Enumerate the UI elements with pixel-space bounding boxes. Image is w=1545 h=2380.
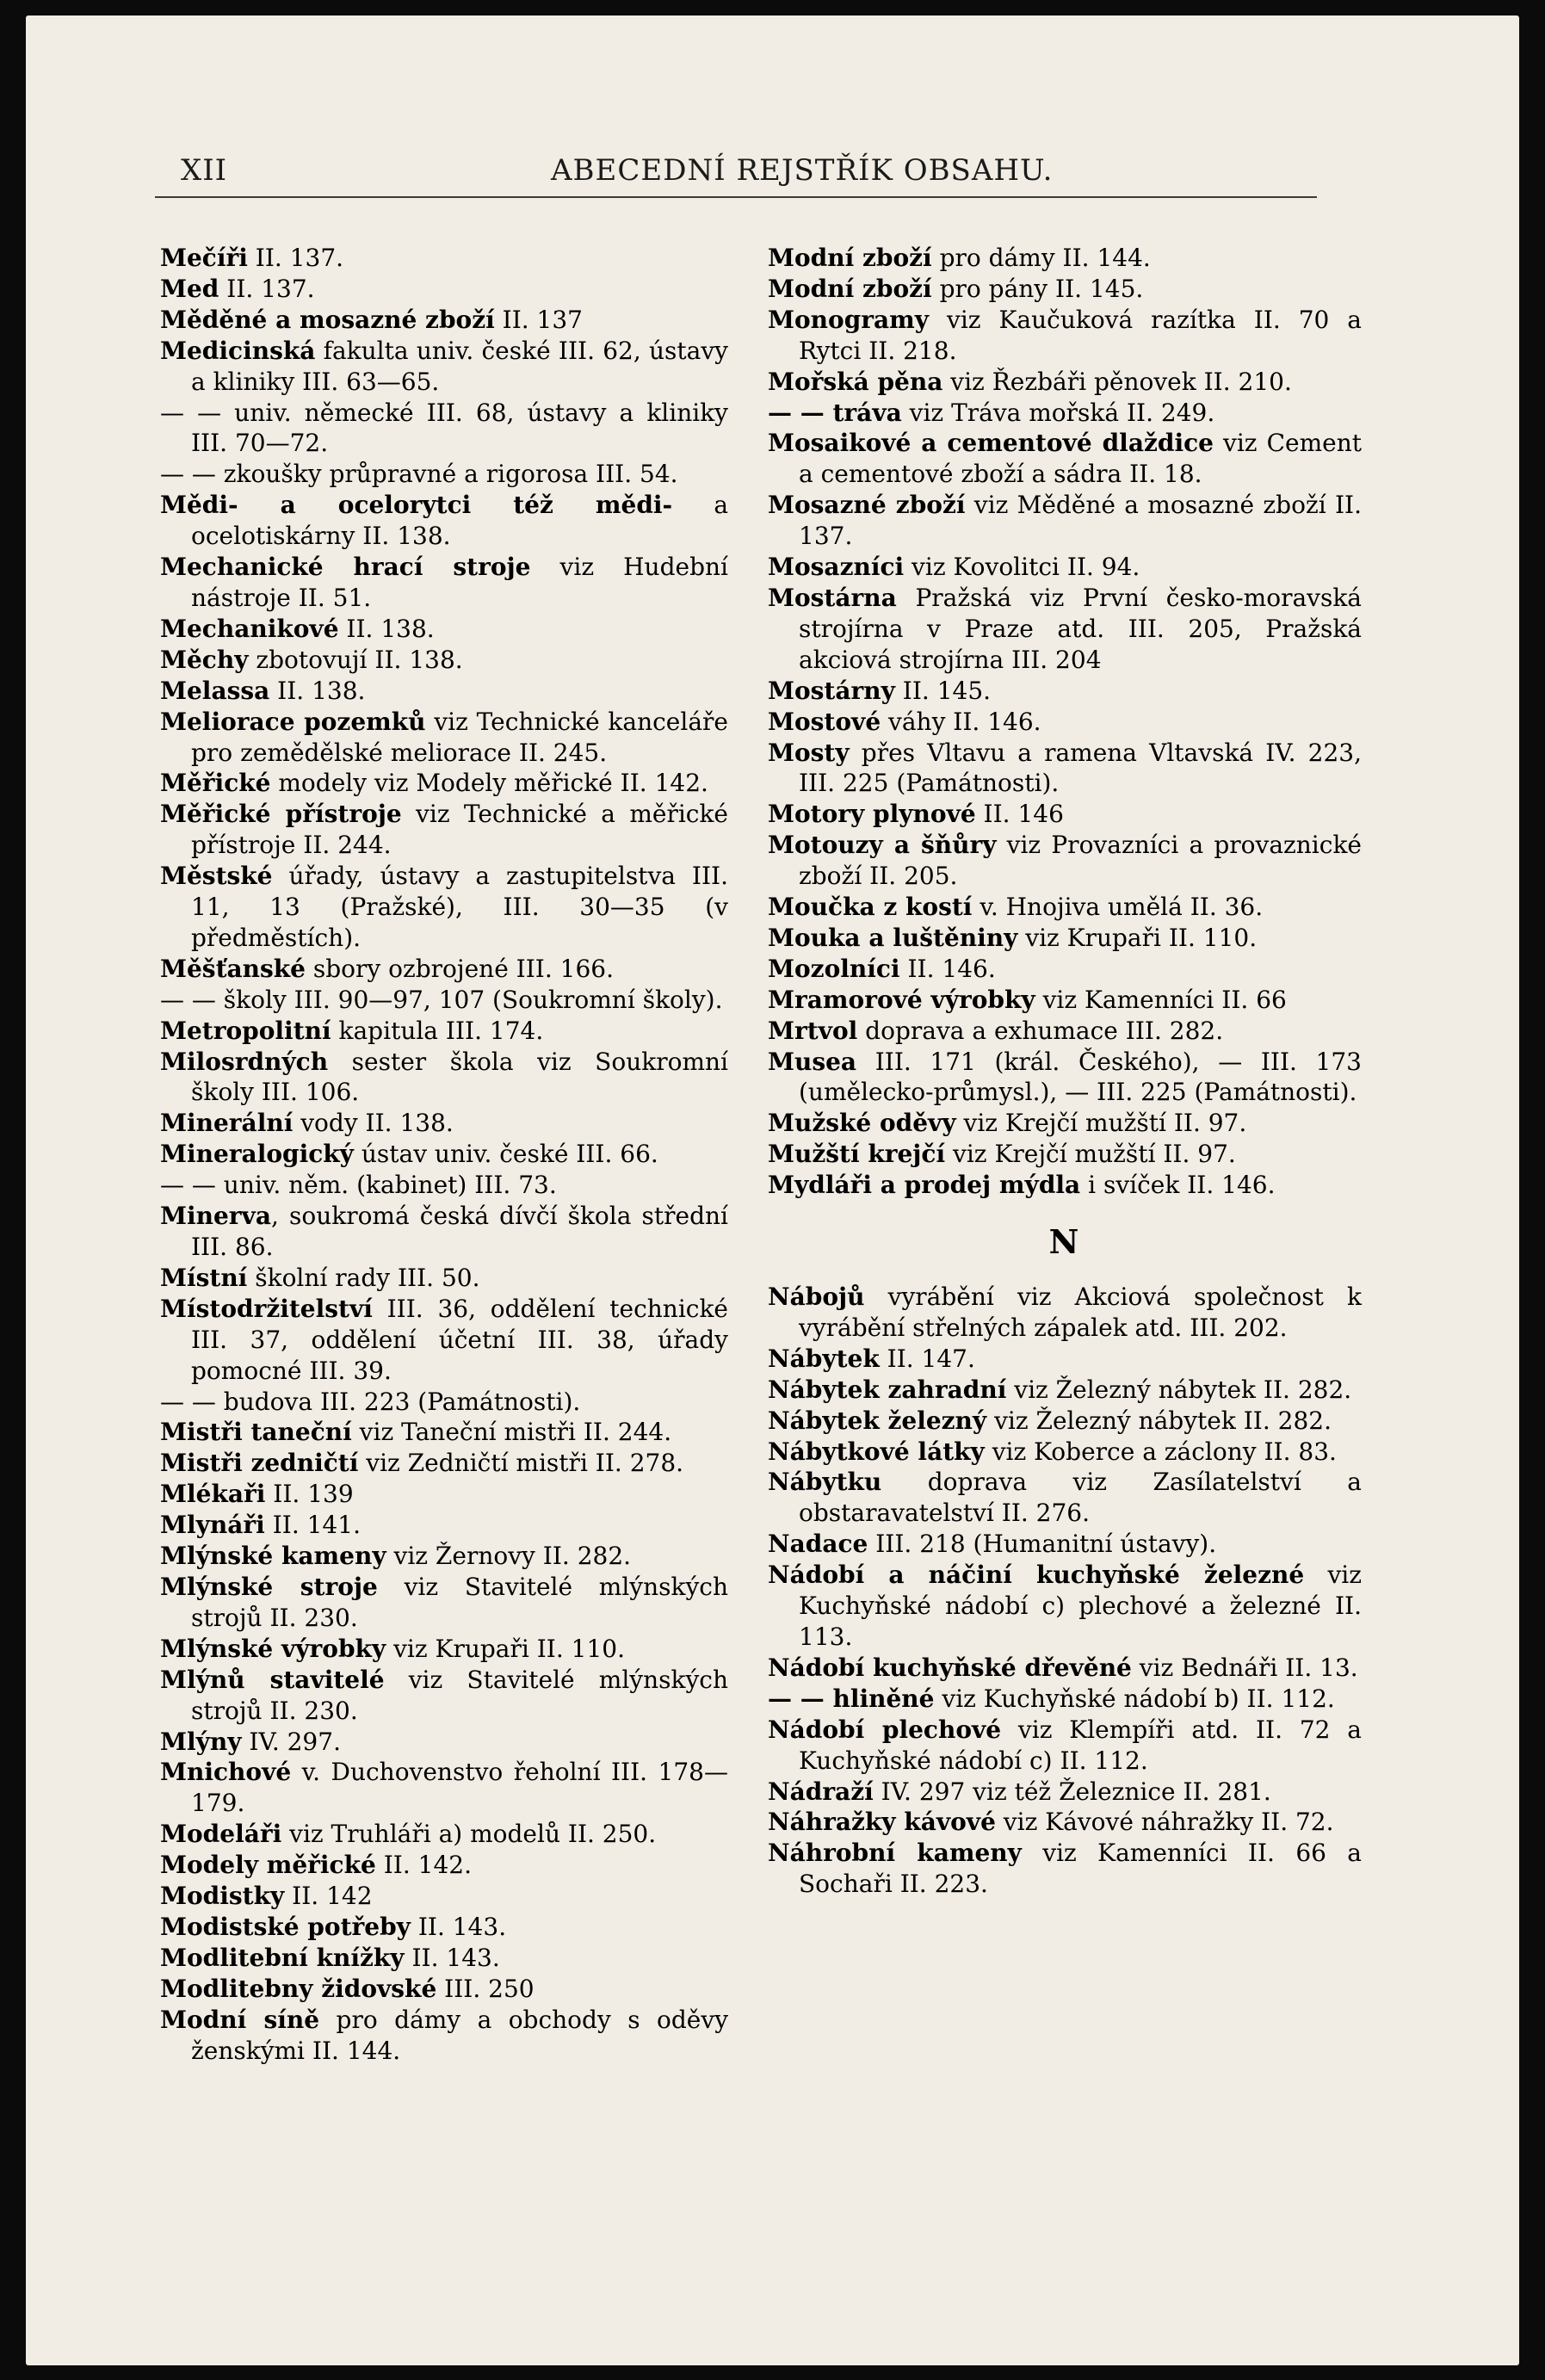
entry-reference: zbotovují II. 138. bbox=[248, 645, 463, 674]
index-entry bbox=[160, 768, 728, 799]
entry-reference: viz Bednáři II. 13. bbox=[1131, 1653, 1358, 1682]
entry-reference: viz Kamenníci II. 66 bbox=[1035, 985, 1287, 1014]
index-entry bbox=[160, 1974, 728, 2005]
entry-heading: Měřické bbox=[160, 769, 271, 798]
entry-heading: Mořská pěna bbox=[768, 367, 943, 396]
index-entry bbox=[160, 1201, 728, 1263]
index-entry bbox=[768, 1406, 1362, 1437]
entry-reference: sbory ozbrojené III. 166. bbox=[305, 954, 614, 983]
entry-heading: Mechanikové bbox=[160, 614, 339, 643]
index-entry bbox=[768, 1344, 1362, 1375]
entry-reference: viz Truhláři a) modelů II. 250. bbox=[281, 1820, 657, 1849]
entry-heading: Modistky bbox=[160, 1882, 285, 1911]
index-entry bbox=[160, 1417, 728, 1448]
entry-heading: Městské bbox=[160, 862, 273, 891]
entry-heading: Mlynáři bbox=[160, 1511, 265, 1540]
entry-heading: Mozolníci bbox=[768, 954, 900, 983]
index-entry bbox=[768, 305, 1362, 367]
index-entry bbox=[160, 490, 728, 552]
index-entry bbox=[768, 1375, 1362, 1406]
entry-reference: viz Kaučuková razítka II. 70 a Rytci II. 218. bbox=[799, 305, 1362, 365]
entry-reference: fakulta univ. české III. 62, ústavy a kliniky III. 63—65. bbox=[191, 336, 728, 396]
index-entry bbox=[160, 1757, 728, 1819]
entry-reference: viz Řezbáři pěnovek II. 210. bbox=[942, 367, 1292, 396]
entry-heading: Měděné a mosazné zboží bbox=[160, 305, 495, 334]
entry-reference: ústav univ. české III. 66. bbox=[353, 1140, 658, 1169]
index-entry bbox=[160, 552, 728, 614]
index-entry bbox=[160, 398, 728, 460]
index-entry bbox=[160, 1448, 728, 1479]
index-entry bbox=[160, 954, 728, 985]
index-entry bbox=[768, 923, 1362, 954]
index-entry bbox=[160, 1881, 728, 1912]
entry-reference: viz Zedničtí mistři II. 278. bbox=[358, 1449, 684, 1478]
entry-heading: Mlýnské kameny bbox=[160, 1542, 386, 1571]
entry-heading: Mouka a luštěniny bbox=[768, 923, 1018, 952]
entry-reference: viz Žernovy II. 282. bbox=[386, 1542, 632, 1571]
entry-heading: Měchy bbox=[160, 645, 249, 674]
entry-reference: III. 218 (Humanitní ústavy). bbox=[868, 1530, 1217, 1559]
entry-reference: Pražská viz První česko-moravská strojírna v Praze atd. III. 205, Pražská akciová strojírna III. 204 bbox=[799, 583, 1362, 674]
entry-reference: přes Vltavu a ramena Vltavská IV. 223, III. 225 (Památnosti). bbox=[799, 738, 1362, 798]
entry-reference: viz Kuchyňské nádobí c) plechové a železné II. 113. bbox=[799, 1561, 1362, 1651]
entry-heading: Nádobí a náčiní kuchyňské železné bbox=[768, 1561, 1305, 1590]
index-entry bbox=[160, 645, 728, 676]
index-entry bbox=[160, 1912, 728, 1943]
index-entry bbox=[160, 1047, 728, 1109]
entry-heading: Mužské oděvy bbox=[768, 1109, 956, 1138]
page-title: ABECEDNÍ REJSTŘÍK OBSAHU. bbox=[551, 153, 1054, 188]
entry-heading: Nábojů bbox=[768, 1283, 865, 1311]
entry-reference: viz Koberce a záclony II. 83. bbox=[984, 1437, 1337, 1466]
entry-heading: Nádobí kuchyňské dřevěné bbox=[768, 1653, 1132, 1682]
entry-heading: Místní bbox=[160, 1263, 248, 1292]
entry-reference: modely viz Modely měřické II. 142. bbox=[270, 769, 708, 798]
entry-heading: Nadace bbox=[768, 1530, 868, 1559]
index-entry bbox=[768, 398, 1362, 429]
entry-heading: Med bbox=[160, 274, 219, 303]
entry-reference: viz Klempíři atd. II. 72 a Kuchyňské nádobí c) II. 112. bbox=[799, 1715, 1362, 1775]
entry-reference: II. 138. bbox=[269, 676, 366, 705]
index-entry bbox=[160, 459, 728, 490]
index-entry bbox=[768, 1108, 1362, 1139]
entry-reference: II. 143. bbox=[404, 1943, 500, 1972]
index-entry bbox=[768, 1047, 1362, 1109]
entry-reference: doprava a exhumace III. 282. bbox=[857, 1016, 1224, 1045]
index-entry bbox=[768, 552, 1362, 583]
entry-heading: Měřické přístroje bbox=[160, 800, 402, 829]
index-entry bbox=[160, 1510, 728, 1541]
entry-heading: Modlitebny židovské bbox=[160, 1974, 437, 2003]
index-entry bbox=[160, 1541, 728, 1572]
entry-reference: viz Kuchyňské nádobí b) II. 112. bbox=[934, 1684, 1335, 1713]
index-entry bbox=[768, 1715, 1362, 1777]
index-entry bbox=[160, 1572, 728, 1634]
entry-reference: — — univ. německé III. 68, ústavy a kliniky III. 70—72. bbox=[160, 398, 728, 458]
entry-heading: Mlékaři bbox=[160, 1480, 266, 1509]
index-entry bbox=[768, 1139, 1362, 1170]
index-entry bbox=[160, 1263, 728, 1294]
entry-heading: Mrtvol bbox=[768, 1016, 858, 1045]
entry-reference: kapitula III. 174. bbox=[331, 1016, 544, 1045]
entry-reference: viz Kovolitci II. 94. bbox=[904, 553, 1140, 582]
index-entry bbox=[768, 1653, 1362, 1684]
index-entry bbox=[160, 243, 728, 274]
index-entry bbox=[768, 367, 1362, 398]
index-entry bbox=[768, 954, 1362, 985]
entry-reference: , soukromá česká dívčí škola střední III. 86. bbox=[191, 1202, 728, 1261]
index-column-left bbox=[160, 243, 728, 2066]
entry-reference: III. 171 (král. Českého), — III. 173 (umělecko-průmysl.), — III. 225 (Památnosti). bbox=[799, 1047, 1362, 1107]
index-entry bbox=[160, 1108, 728, 1139]
entry-reference: viz Hudební nástroje II. 51. bbox=[191, 553, 728, 612]
entry-reference: doprava viz Zasílatelství a obstaravatelství II. 276. bbox=[799, 1468, 1362, 1528]
index-entry bbox=[160, 1139, 728, 1170]
entry-heading: Mlýnské stroje bbox=[160, 1572, 378, 1601]
entry-heading: Meliorace pozemků bbox=[160, 707, 426, 736]
entry-reference: — — budova III. 223 (Památnosti). bbox=[160, 1387, 581, 1416]
index-entry bbox=[160, 336, 728, 398]
index-entry bbox=[160, 799, 728, 861]
entry-heading: Mnichové bbox=[160, 1758, 292, 1787]
entry-heading: Musea bbox=[768, 1047, 857, 1076]
entry-reference: vody II. 138. bbox=[293, 1109, 454, 1138]
entry-reference: II. 142. bbox=[375, 1851, 472, 1880]
entry-reference: IV. 297. bbox=[241, 1727, 341, 1756]
entry-reference: IV. 297 viz též Železnice II. 281. bbox=[873, 1777, 1271, 1806]
entry-heading: Modní síně bbox=[160, 2005, 320, 2034]
entry-heading: Modní zboží bbox=[768, 274, 932, 303]
entry-reference: viz Kamenníci II. 66 a Sochaři II. 223. bbox=[799, 1839, 1363, 1899]
entry-heading: Mosty bbox=[768, 738, 850, 767]
index-entry bbox=[768, 1467, 1362, 1529]
index-entry bbox=[768, 1807, 1362, 1838]
index-entry bbox=[160, 1819, 728, 1850]
entry-reference: vyrábění viz Akciová společnost k vyrábění střelných zápalek atd. III. 202. bbox=[799, 1283, 1362, 1342]
index-entry bbox=[768, 1016, 1362, 1047]
index-entry bbox=[160, 1850, 728, 1881]
entry-heading: Minerální bbox=[160, 1109, 294, 1138]
index-entry bbox=[768, 985, 1362, 1016]
entry-heading: Náhražky kávové bbox=[768, 1808, 996, 1837]
entry-heading: Medicinská bbox=[160, 336, 316, 365]
entry-reference: — — školy III. 90—97, 107 (Soukromní školy). bbox=[160, 985, 723, 1014]
index-entry bbox=[768, 583, 1362, 676]
entry-reference: sester škola viz Soukromní školy III. 106. bbox=[191, 1047, 728, 1107]
entry-heading: Nádraží bbox=[768, 1777, 874, 1806]
index-entry bbox=[160, 985, 728, 1016]
entry-heading: Mosaikové a cementové dlaždice bbox=[768, 429, 1214, 458]
index-entry bbox=[160, 1294, 728, 1387]
index-entry bbox=[768, 892, 1362, 923]
entry-reference: II. 147. bbox=[879, 1344, 975, 1373]
entry-heading: — — hliněné bbox=[768, 1684, 935, 1713]
entry-reference: II. 142 bbox=[284, 1882, 373, 1911]
entry-reference: viz Technické a měřické přístroje II. 244. bbox=[191, 800, 728, 860]
entry-heading: Metropolitní bbox=[160, 1016, 331, 1045]
entry-heading: Nábytek železný bbox=[768, 1406, 987, 1435]
index-entry bbox=[160, 1016, 728, 1047]
entry-reference: v. Hnojiva umělá II. 36. bbox=[972, 893, 1264, 922]
entry-heading: Mosazníci bbox=[768, 553, 905, 582]
index-entry bbox=[768, 243, 1362, 274]
entry-reference: viz Krejčí mužští II. 97. bbox=[955, 1109, 1247, 1138]
entry-heading: Mostárny bbox=[768, 676, 895, 705]
entry-reference: i svíček II. 146. bbox=[1080, 1171, 1276, 1200]
entry-heading: Minerva bbox=[160, 1202, 271, 1231]
entry-heading: Nábytek bbox=[768, 1344, 880, 1373]
index-entry bbox=[768, 676, 1362, 707]
index-entry bbox=[768, 1777, 1362, 1808]
index-section-n bbox=[768, 1282, 1362, 1900]
index-column-right bbox=[768, 243, 1362, 1900]
entry-reference: II. 137. bbox=[247, 244, 344, 272]
entry-reference: váhy II. 146. bbox=[881, 707, 1041, 736]
entry-heading: Melassa bbox=[160, 676, 270, 705]
entry-heading: Modely měřické bbox=[160, 1851, 376, 1880]
entry-reference: a ocelotiskárny II. 138. bbox=[191, 491, 729, 551]
page-number: XII bbox=[181, 153, 228, 188]
entry-heading: Modeláři bbox=[160, 1820, 282, 1849]
index-entry bbox=[160, 305, 728, 336]
entry-reference: úřady, ústavy a zastupitelstva III. 11, 13 (Pražské), III. 30—35 (v předměstích). bbox=[191, 862, 728, 952]
index-entry bbox=[160, 2005, 728, 2067]
entry-heading: Moučka z kostí bbox=[768, 893, 973, 922]
entry-heading: Mistři zedničtí bbox=[160, 1449, 359, 1478]
entry-heading: Mostové bbox=[768, 707, 881, 736]
entry-heading: — — tráva bbox=[768, 398, 902, 427]
index-entry bbox=[768, 1170, 1362, 1201]
index-entry bbox=[768, 830, 1362, 892]
entry-heading: Mistři taneční bbox=[160, 1418, 352, 1447]
entry-heading: Mechanické hrací stroje bbox=[160, 553, 531, 582]
entry-heading: Modistské potřeby bbox=[160, 1912, 411, 1941]
entry-heading: Nábytku bbox=[768, 1468, 882, 1497]
entry-heading: Mramorové výrobky bbox=[768, 985, 1035, 1014]
entry-reference: viz Měděné a mosazné zboží II. 137. bbox=[799, 491, 1362, 551]
entry-heading: Motouzy a šňůry bbox=[768, 831, 997, 860]
entry-reference: viz Cement a cementové zboží a sádra II. 18. bbox=[799, 429, 1363, 489]
entry-reference: v. Duchovenstvo řeholní III. 178—179. bbox=[191, 1758, 728, 1818]
entry-heading: Měšťanské bbox=[160, 954, 306, 983]
index-entry bbox=[160, 1665, 728, 1727]
entry-reference: — — zkoušky průpravné a rigorosa III. 54. bbox=[160, 460, 678, 489]
entry-reference: viz Kávové náhražky II. 72. bbox=[995, 1808, 1334, 1837]
entry-heading: Mědi- a ocelorytci též mědi- bbox=[160, 491, 673, 520]
entry-heading: Milosrdných bbox=[160, 1047, 329, 1076]
entry-reference: pro dámy II. 144. bbox=[931, 244, 1151, 272]
entry-heading: Mlýnské výrobky bbox=[160, 1634, 386, 1663]
entry-reference: viz Krupaři II. 110. bbox=[386, 1634, 625, 1663]
entry-heading: Nábytkové látky bbox=[768, 1437, 985, 1466]
entry-heading: Nábytek zahradní bbox=[768, 1375, 1007, 1404]
entry-reference: — — univ. něm. (kabinet) III. 73. bbox=[160, 1171, 557, 1200]
index-entry bbox=[768, 1529, 1362, 1560]
entry-reference: II. 139 bbox=[265, 1480, 354, 1509]
index-entry bbox=[160, 614, 728, 645]
entry-reference: II. 143. bbox=[410, 1912, 507, 1941]
entry-heading: Modlitební knížky bbox=[160, 1943, 405, 1972]
entry-reference: viz Stavitelé mlýnských strojů II. 230. bbox=[191, 1665, 729, 1725]
index-entry bbox=[768, 428, 1362, 490]
entry-reference: III. 36, oddělení technické III. 37, oddělení účetní III. 38, úřady pomocné III. 39. bbox=[191, 1294, 728, 1385]
entry-heading: Mečíři bbox=[160, 244, 248, 272]
index-entry bbox=[768, 1838, 1362, 1900]
entry-reference: viz Stavitelé mlýnských strojů II. 230. bbox=[191, 1572, 729, 1632]
index-entry bbox=[160, 1727, 728, 1758]
entry-reference: II. 138. bbox=[338, 614, 435, 643]
entry-heading: Mužští krejčí bbox=[768, 1140, 946, 1169]
header-rule bbox=[155, 196, 1317, 198]
index-entry bbox=[160, 274, 728, 305]
index-entry bbox=[160, 1170, 728, 1201]
entry-heading: Modní zboží bbox=[768, 244, 932, 272]
index-entry bbox=[160, 676, 728, 707]
entry-heading: Nádobí plechové bbox=[768, 1715, 1002, 1744]
entry-heading: Mostárna bbox=[768, 583, 897, 612]
entry-heading: Mineralogický bbox=[160, 1140, 354, 1169]
entry-heading: Mosazné zboží bbox=[768, 491, 966, 520]
index-entry bbox=[768, 274, 1362, 305]
entry-reference: viz Železný nábytek II. 282. bbox=[1006, 1375, 1352, 1404]
index-entry bbox=[160, 1479, 728, 1510]
entry-heading: Místodržitelství bbox=[160, 1294, 373, 1323]
entry-heading: Mlýny bbox=[160, 1727, 242, 1756]
entry-reference: II. 141. bbox=[264, 1511, 361, 1540]
index-entry bbox=[768, 1560, 1362, 1653]
entry-reference: viz Železný nábytek II. 282. bbox=[986, 1406, 1332, 1435]
index-entry bbox=[768, 738, 1362, 800]
entry-heading: Motory plynové bbox=[768, 800, 976, 829]
entry-reference: II. 146. bbox=[899, 954, 996, 983]
entry-reference: pro pány II. 145. bbox=[931, 274, 1144, 303]
entry-reference: viz Krupaři II. 110. bbox=[1017, 923, 1258, 952]
entry-reference: III. 250 bbox=[436, 1974, 535, 2003]
entry-heading: Monogramy bbox=[768, 305, 930, 334]
index-entry bbox=[160, 1634, 728, 1665]
entry-heading: Mydláři a prodej mýdla bbox=[768, 1171, 1081, 1200]
entry-reference: viz Tráva mořská II. 249. bbox=[901, 398, 1215, 427]
entry-heading: Náhrobní kameny bbox=[768, 1839, 1022, 1868]
entry-reference: II. 145. bbox=[894, 676, 992, 705]
index-entry bbox=[768, 707, 1362, 738]
section-letter-n: N bbox=[1048, 1222, 1081, 1262]
index-entry bbox=[160, 707, 728, 769]
entry-reference: II. 146 bbox=[975, 800, 1064, 829]
entry-reference: II. 137. bbox=[219, 274, 315, 303]
entry-reference: viz Technické kanceláře pro zemědělské meliorace II. 245. bbox=[191, 707, 728, 767]
index-entry bbox=[768, 1684, 1362, 1715]
entry-reference: pro dámy a obchody s oděvy ženskými II. 144. bbox=[191, 2005, 729, 2065]
index-entry bbox=[768, 490, 1362, 552]
index-entry bbox=[768, 1437, 1362, 1468]
index-entry bbox=[160, 1943, 728, 1974]
entry-reference: viz Krejčí mužští II. 97. bbox=[945, 1140, 1236, 1169]
entry-reference: II. 137 bbox=[494, 305, 583, 334]
entry-reference: viz Taneční mistři II. 244. bbox=[351, 1418, 672, 1447]
index-entry bbox=[160, 1387, 728, 1418]
entry-reference: školní rady III. 50. bbox=[247, 1263, 480, 1292]
index-entry bbox=[160, 861, 728, 954]
entry-reference: viz Provazníci a provaznické zboží II. 205. bbox=[799, 831, 1362, 891]
entry-heading: Mlýnů stavitelé bbox=[160, 1665, 385, 1694]
index-entry bbox=[768, 1282, 1362, 1344]
index-entry bbox=[768, 799, 1362, 830]
index-section-m-continued bbox=[768, 243, 1362, 1201]
